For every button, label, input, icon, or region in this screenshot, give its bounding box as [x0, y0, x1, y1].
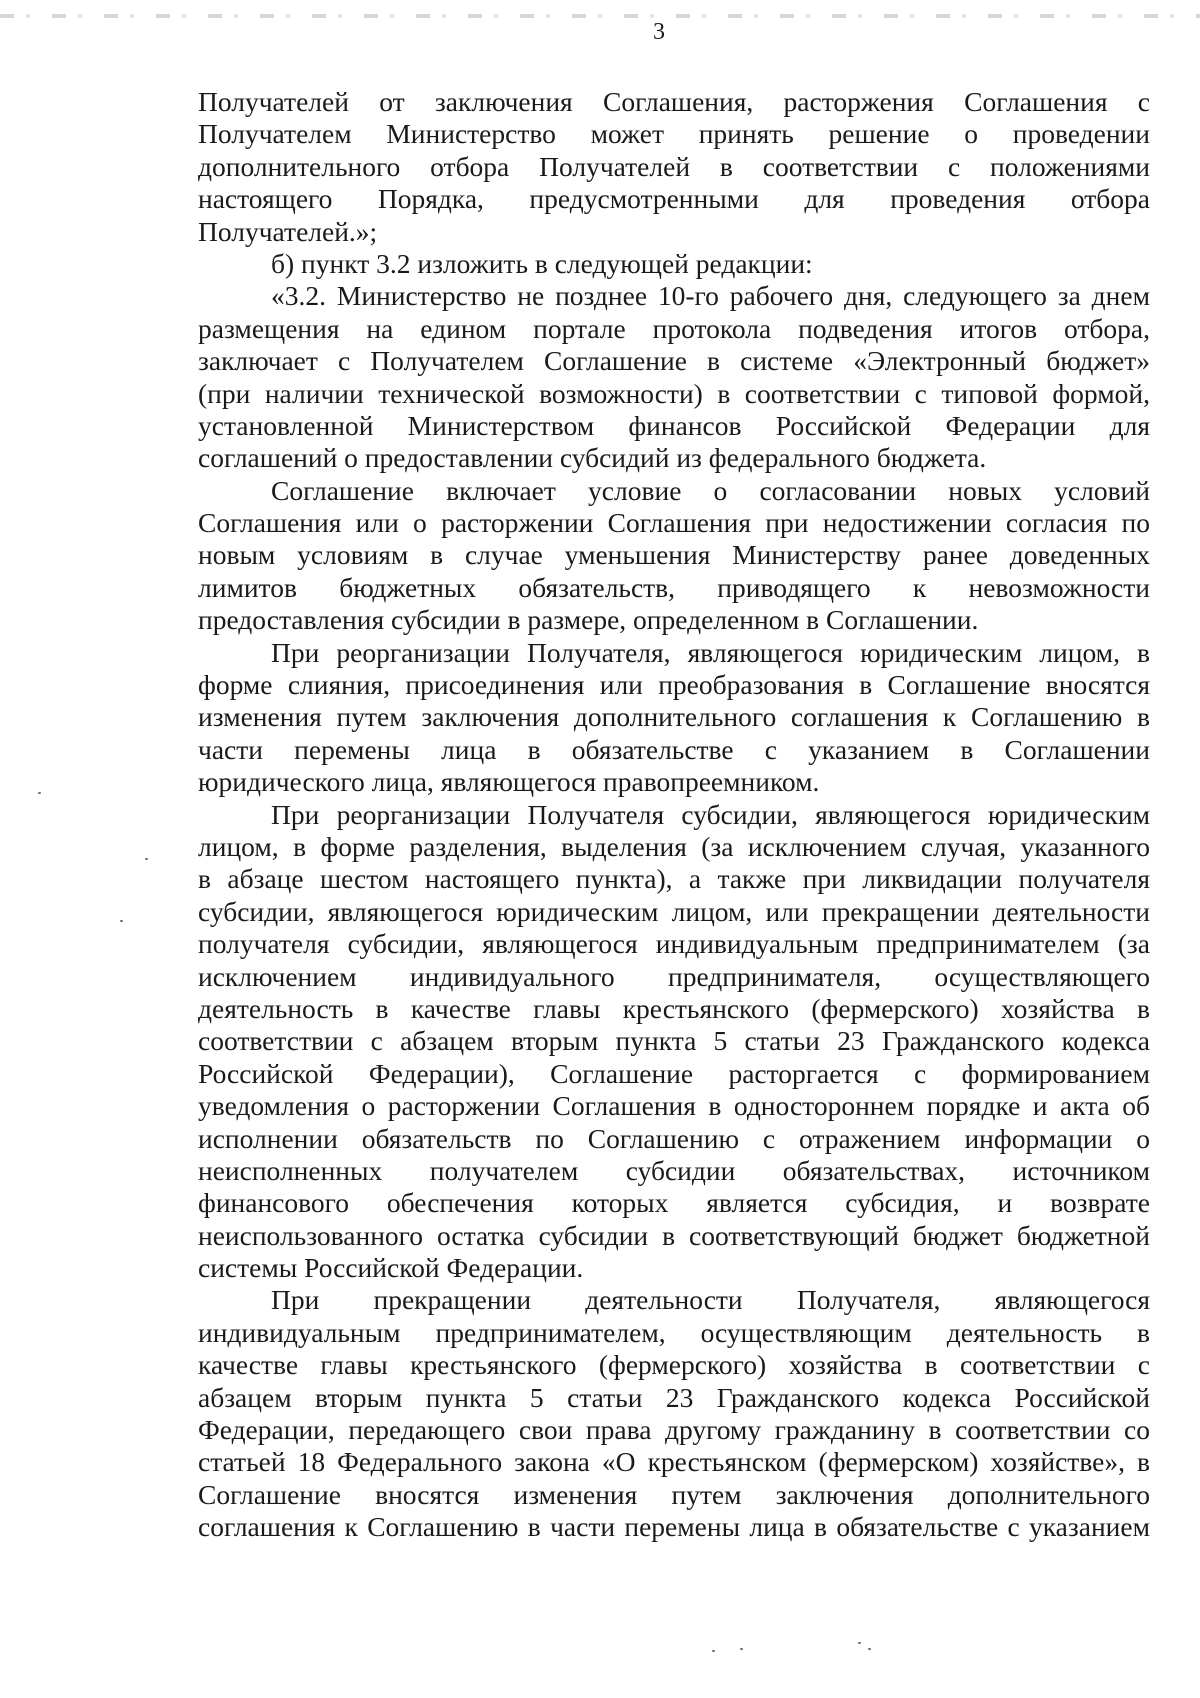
text-line: соглашений о предоставлении субсидий из федерального бюджета.	[198, 442, 987, 474]
text-line: При реорганизации Получателя субсидии, являющегося юридическим	[271, 798, 1150, 830]
text-line: Получателей от заключения Соглашения, расторжения Соглашения с	[198, 86, 1150, 117]
text-line: размещения на едином портале протокола подведения итогов отбора,	[198, 312, 1150, 344]
text-line: настоящего Порядка, предусмотренными для проведения отбора	[198, 183, 1150, 215]
text-line: исполнении обязательств по Соглашению с отражением информации о	[198, 1122, 1150, 1154]
text-line: Соглашение включает условие о согласовании новых условий	[271, 474, 1150, 506]
text-line: Российской Федерации), Соглашение расторгается с формированием	[198, 1057, 1150, 1089]
text-line: исключением индивидуального предпринимателя, осуществляющего	[198, 960, 1150, 992]
text-line: При прекращении деятельности Получателя, являющегося	[271, 1284, 1150, 1316]
text-line: части перемены лица в обязательстве с указанием в Соглашении	[198, 733, 1150, 765]
text-line: Соглашения или о расторжении Соглашения при недостижении согласия по	[198, 507, 1150, 539]
text-line: абзацем вторым пункта 5 статьи 23 Гражданского кодекса Российской	[198, 1381, 1150, 1413]
text-line: финансового обеспечения которых является субсидия, и возврате	[198, 1187, 1150, 1219]
text-line: установленной Министерством финансов Российской Федерации для	[198, 409, 1150, 441]
text-line: соответствии с абзацем вторым пункта 5 статьи 23 Гражданского кодекса	[198, 1025, 1150, 1057]
text-line: «3.2. Министерство не позднее 10-го рабочего дня, следующего за днем	[271, 280, 1150, 312]
text-line: лимитов бюджетных обязательств, приводящего к невозможности	[198, 571, 1150, 603]
text-line: Получателем Министерство может принять решение о проведении	[198, 118, 1150, 150]
text-line: При реорганизации Получателя, являющегося юридическим лицом, в	[271, 636, 1150, 668]
text-line: системы Российской Федерации.	[198, 1252, 584, 1284]
scan-speck	[120, 920, 123, 922]
text-line: предоставления субсидии в размере, определенном в Соглашении.	[198, 604, 979, 636]
text-line: б) пункт 3.2 изложить в следующей редакции:	[271, 247, 813, 279]
text-line: субсидии, являющегося юридическим лицом, или прекращении деятельности	[198, 895, 1150, 927]
text-line: Соглашение вносятся изменения путем заключения дополнительного	[198, 1478, 1150, 1510]
text-line: (при наличии технической возможности) в соответствии с типовой формой,	[198, 377, 1150, 409]
text-line: соглашения к Соглашению в части перемены лица в обязательстве с указанием	[198, 1511, 1150, 1543]
text-line: заключает с Получателем Соглашение в системе «Электронный бюджет»	[198, 345, 1150, 377]
text-line: получателя субсидии, являющегося индивидуальным предпринимателем (за	[198, 928, 1150, 960]
text-line: Получателей.»;	[198, 215, 378, 247]
scan-speck	[858, 1642, 861, 1644]
text-line: уведомления о расторжении Соглашения в одностороннем порядке и акта об	[198, 1090, 1150, 1122]
text-line: неиспользованного остатка субсидии в соответствующий бюджет бюджетной	[198, 1219, 1150, 1251]
text-line: изменения путем заключения дополнительного соглашения к Соглашению в	[198, 701, 1150, 733]
text-line: новым условиям в случае уменьшения Министерству ранее доведенных	[198, 539, 1150, 571]
text-line: дополнительного отбора Получателей в соответствии с положениями	[198, 150, 1150, 182]
text-line: деятельность в качестве главы крестьянского (фермерского) хозяйства в	[198, 992, 1150, 1024]
scan-speck	[145, 858, 148, 860]
text-line: лицом, в форме разделения, выделения (за исключением случая, указанного	[198, 830, 1150, 862]
scan-speck	[868, 1648, 871, 1650]
scan-speck	[38, 792, 41, 794]
scan-speck	[740, 1648, 743, 1650]
scan-speck	[712, 1650, 715, 1652]
text-line: качестве главы крестьянского (фермерского) хозяйства в соответствии с	[198, 1349, 1150, 1381]
page-number: 3	[653, 19, 665, 45]
text-line: Федерации, передающего свои права другому гражданину в соответствии со	[198, 1414, 1150, 1446]
text-line: статьей 18 Федерального закона «О крестьянском (фермерском) хозяйстве», в	[198, 1446, 1150, 1478]
text-line: неисполненных получателем субсидии обязательствах, источником	[198, 1154, 1150, 1186]
text-line: индивидуальным предпринимателем, осуществляющим деятельность в	[198, 1316, 1150, 1348]
document-body	[198, 86, 1150, 1544]
text-line: форме слияния, присоединения или преобразования в Соглашение вносятся	[198, 669, 1150, 701]
text-line: в абзаце шестом настоящего пункта), а также при ликвидации получателя	[198, 863, 1150, 895]
text-line: юридического лица, являющегося правопреемником.	[198, 766, 820, 798]
